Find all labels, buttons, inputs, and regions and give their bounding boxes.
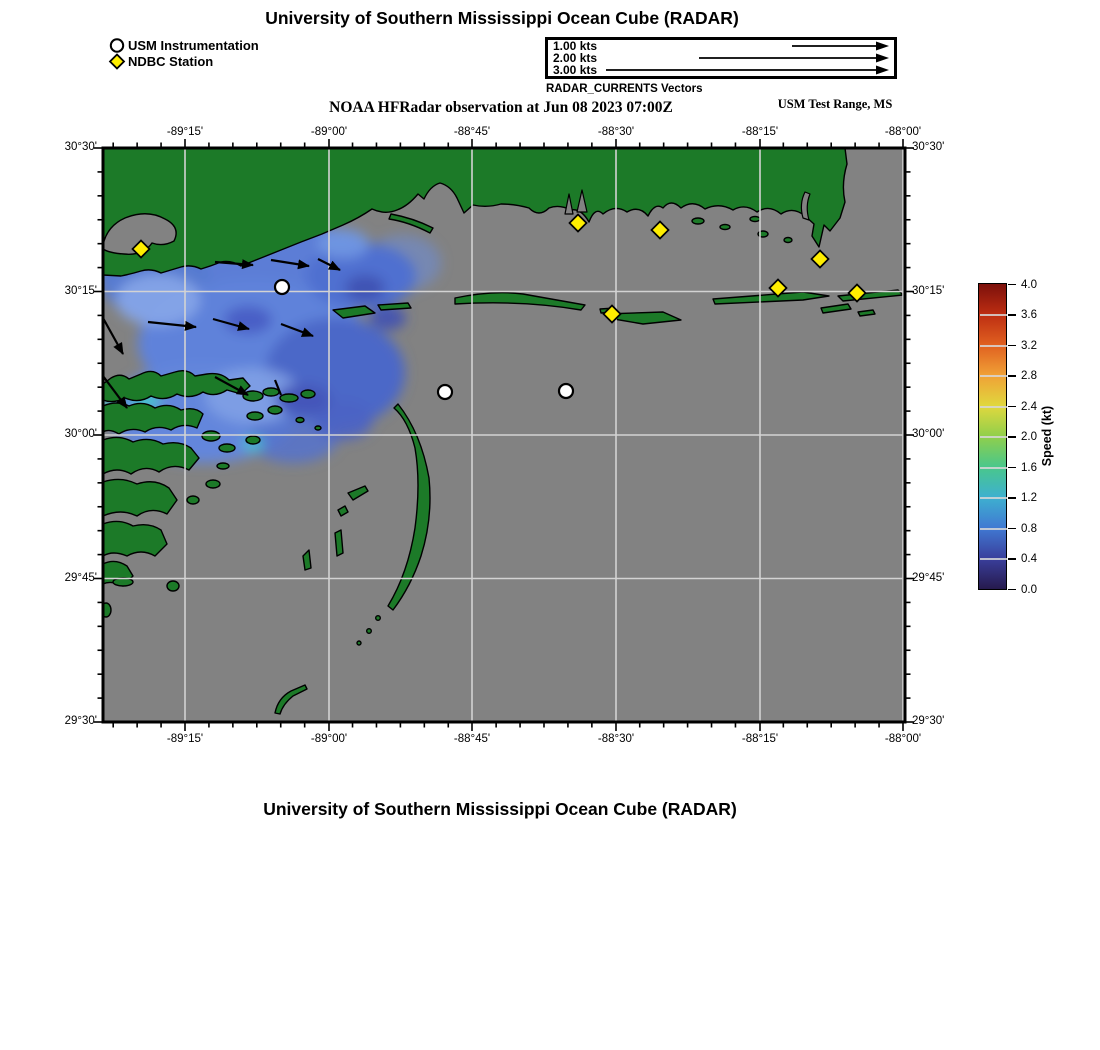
x-axis-tick-label-top: -88°30' [597,126,635,138]
colorbar-gridline [980,467,1007,469]
y-axis-tick-label-right: 29°30' [912,715,945,727]
legend-icons [108,36,126,72]
x-axis-tick-label-bottom: -88°00' [884,733,922,745]
colorbar-gridline [980,497,1007,499]
marsh-islet [167,581,179,591]
marsh-islet [315,426,321,430]
marsh-islet [187,496,199,504]
usm-instrument-marker [275,280,289,294]
colorbar-tick [1008,467,1016,469]
colorbar-tick [1008,314,1016,316]
vector-scale-3kt: 3.00 kts [553,63,598,77]
vector-scale-caption: RADAR_CURRENTS Vectors [546,83,703,95]
x-axis-tick-label-bottom: -89°00' [310,733,348,745]
marsh-islet [263,388,279,396]
colorbar-tick [1008,589,1016,591]
x-axis-tick-label-bottom: -88°15' [741,733,779,745]
colorbar-title: Speed (kt) [1040,405,1054,467]
colorbar-tick-label: 0.0 [1021,583,1037,596]
y-axis-tick-label-left: 29°30' [64,715,97,727]
colorbar-tick [1008,528,1016,530]
islet [750,217,760,222]
island-sliver [335,530,343,556]
y-axis-tick-label-left: 29°45' [64,571,97,584]
scale-arrow-head [876,54,889,63]
x-axis-tick-label-top: -89°00' [310,126,348,138]
legend-item-usm: USM Instrumentation [128,38,259,53]
colorbar-gridline [980,375,1007,377]
colorbar-tick-label: 0.4 [1021,553,1037,566]
vector-scale-box [545,37,897,79]
speed-patch [345,275,385,301]
marsh-islet [217,463,229,469]
marsh-islet [206,480,220,488]
y-axis-tick-label-left: 30°30' [64,141,97,153]
map-plot [103,148,905,722]
region-label: USM Test Range, MS [777,97,893,111]
colorbar-tick-label: 0.8 [1021,522,1037,535]
x-axis-tick-label-top: -88°45' [453,126,491,138]
usm-instrument-marker [559,384,573,398]
usm-circle-icon [111,39,123,51]
ndbc-diamond-icon [110,55,124,69]
colorbar-gridline [980,345,1007,347]
colorbar-gridline [980,558,1007,560]
observation-subtitle: NOAA HFRadar observation at Jun 08 2023 07:00Z [329,99,673,116]
x-axis-tick-label-top: -89°15' [166,126,204,138]
scale-arrow-head [876,66,889,75]
vector-scale-2kt: 2.00 kts [553,51,598,65]
colorbar-gridline [980,406,1007,408]
islet [376,616,381,621]
marsh-islet [301,390,315,398]
colorbar-tick [1008,284,1016,286]
x-axis-tick-label-bottom: -88°30' [597,733,635,745]
marsh-islet [296,418,304,423]
figure-title-bottom: University of Southern Mississippi Ocean Cube (RADAR) [263,799,737,819]
islet [367,629,372,634]
colorbar-tick-label: 1.6 [1021,461,1037,474]
legend-item-ndbc: NDBC Station [128,54,214,69]
colorbar-tick [1008,375,1016,377]
colorbar-tick-label: 2.0 [1021,431,1037,444]
y-axis-tick-label-left: 30°15' [64,284,97,297]
figure-title-top: University of Southern Mississippi Ocean Cube (RADAR) [265,8,739,28]
marsh-islet [280,394,298,402]
scale-arrow-head [876,42,889,51]
x-axis-tick-label-top: -88°00' [884,126,922,138]
marsh-islet [268,406,282,414]
x-axis-tick-label-bottom: -89°15' [166,733,204,745]
ship-island [378,303,411,310]
vector-scale-arrows [548,40,894,76]
colorbar-tick-label: 4.0 [1021,278,1037,291]
marsh-islet [247,412,263,420]
colorbar-tick [1008,558,1016,560]
marsh-islet [246,436,260,444]
colorbar-gridline [980,436,1007,438]
colorbar-gridline [980,314,1007,316]
colorbar-tick-label: 2.4 [1021,400,1037,413]
y-axis-tick-label-right: 29°45' [912,571,945,584]
marsh-islet [202,431,220,441]
colorbar-tick-label: 2.8 [1021,370,1037,383]
vector-scale-1kt: 1.00 kts [553,39,598,53]
colorbar-tick-label: 1.2 [1021,492,1037,505]
y-axis-tick-label-right: 30°15' [912,284,945,297]
colorbar-tick [1008,497,1016,499]
colorbar-tick [1008,345,1016,347]
marsh-islet [243,391,263,401]
colorbar-gridline [980,528,1007,530]
x-axis-tick-label-top: -88°15' [741,126,779,138]
colorbar-tick-label: 3.6 [1021,309,1037,322]
x-axis-tick-label-bottom: -88°45' [453,733,491,745]
y-axis-tick-label-right: 30°00' [912,428,945,440]
y-axis-tick-label-right: 30°30' [912,141,945,153]
islet [357,641,361,645]
colorbar-tick-label: 3.2 [1021,339,1037,352]
colorbar-tick [1008,436,1016,438]
speed-patch [116,274,200,326]
islet [692,218,704,224]
y-axis-tick-label-left: 30°00' [64,428,97,440]
marsh-islet [219,444,235,452]
usm-instrument-marker [438,385,452,399]
colorbar-tick [1008,406,1016,408]
islet [784,238,792,243]
islet [720,225,730,230]
